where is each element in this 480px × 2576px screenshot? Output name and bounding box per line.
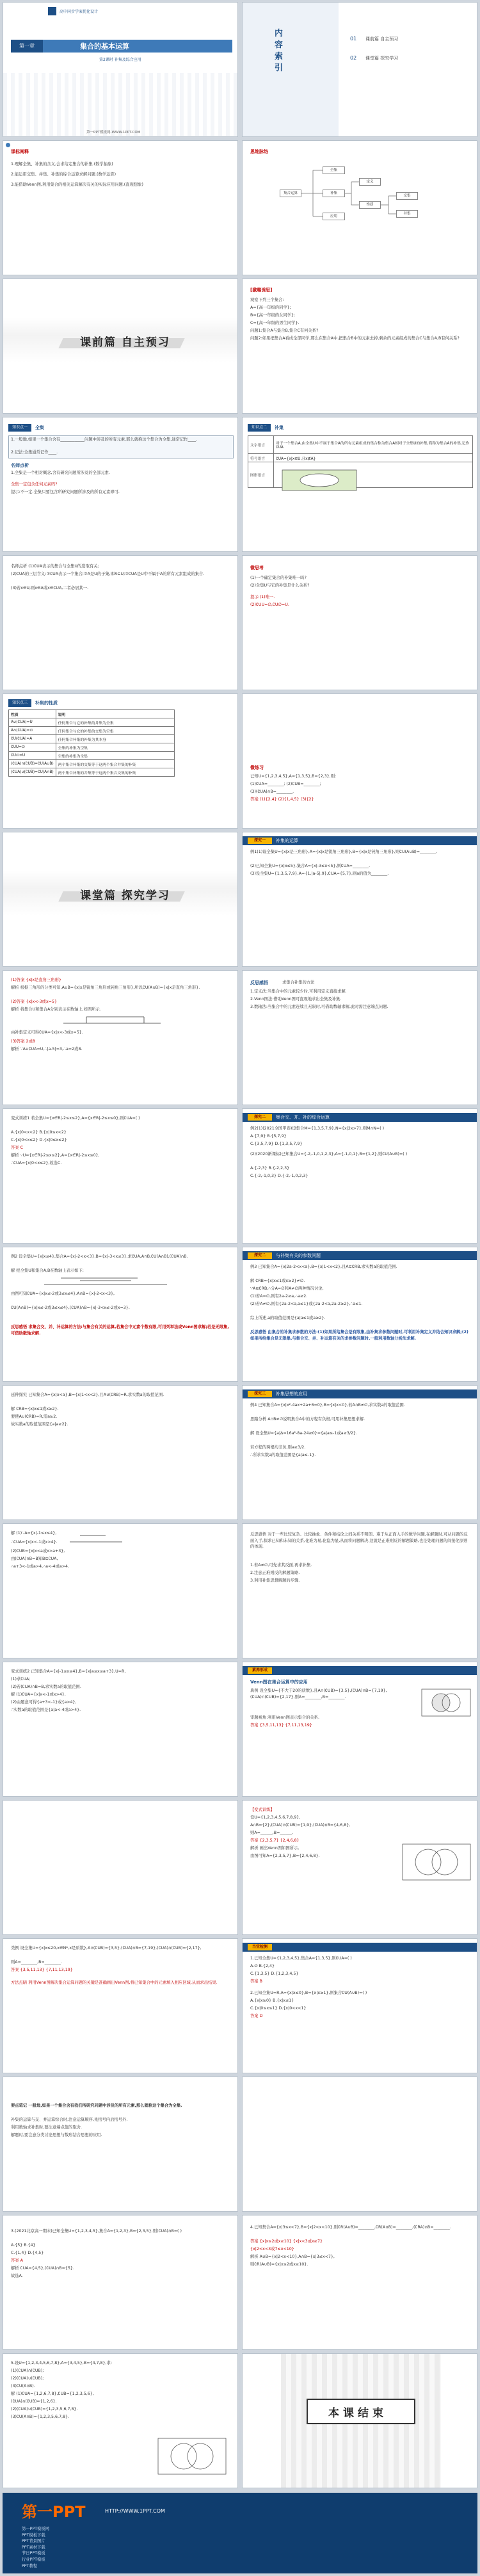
variant-line: 变式训练2 已知集合A={x|-1≤x≤4},B={x|a≤x≤a+3},U=R, [11, 1669, 126, 1674]
think-label: 名师点析 [11, 463, 29, 468]
slide-check-5 [3, 2353, 238, 2488]
reflection-line: 3.数轴法:当集合中的元素连续且无限时,可借助数轴求解,此时需注意端点问题. [250, 1005, 388, 1009]
solution-line: (2)(∁UA)∪(∁UB)={1,2,3,5,6,7,8}. [11, 2407, 78, 2411]
section-title: 课标阐释 [11, 149, 29, 154]
knowledge-tag: 知识点三 [8, 699, 31, 707]
section-heading: 课前篇 自主预习 [80, 336, 170, 349]
reflection-text: 反思感悟 对于一些比较复杂、比较抽象、条件和结论之间关系不明朗、难于从正面入手的数学问题,在解题时,可从问题的反面入手,探求已知和未知的关系,化难为易,化隐为显,从而将问题解决.这就是正难则反的解题策略,也是处理问题的间接化原则的体现. [250, 1532, 468, 1550]
variant-line: ∴∁UA={x|0<x≤2},故选C. [11, 1161, 62, 1165]
knowledge-sub: 补集的性质 [35, 701, 58, 706]
footer-link[interactable]: 第一PPT模板网 [22, 2527, 49, 2531]
question-explain: 则∁R(A∪B)={x|x≤2或x≥10}. [250, 2262, 308, 2267]
question-answer: 答案 B [250, 1979, 262, 1984]
question-line: (2)(∁UA)∪(∁UB); [11, 2376, 44, 2381]
table-cell: 两个集合补集的并集等于这两个集合交集的补集 [56, 768, 174, 777]
question-option: A.∅ B.{2,4} [250, 1964, 275, 1968]
solution-line: 由补集定义可得∁UA={x|x<-3或x=5}. [11, 1030, 83, 1035]
node-set-ops: 集合运算 [280, 190, 301, 197]
properties-table [8, 709, 175, 777]
example-line: (2)(2020新课标)已知集合U={-2,-1,0,1,2,3},A={-1,0,1},B={1,2},则∁U(A∪B)=( ) [250, 1152, 408, 1156]
knowledge-sub: 全集 [35, 425, 44, 430]
example-line: (2)已知全集U={x|x≤5},集合A={x|-3≤x<5},则∁UA=________. [250, 864, 371, 868]
slide-section-preview [3, 279, 238, 414]
slide-cover [3, 2, 238, 137]
variant-line: 解析 ∵U={x∈R|-2≤x≤2},A={x∈R|-2≤x≤0}, [11, 1153, 100, 1158]
question-option: A.{x|x≥0} B.{x|x≤1} [250, 1998, 294, 2003]
question-answer: 答案 D [250, 2014, 263, 2018]
extension-line: 延伸探究 已知集合A={x|x<a},B={x|1<x<2},且A∪(∁RB)=R,求实数a的取值范围. [11, 1393, 164, 1397]
intro-question: 问题1:集合A与集合B,集合C有何关系? [250, 328, 319, 333]
toc-item-2-num[interactable]: 02 [350, 55, 357, 61]
footer-link[interactable]: PPT教程 [22, 2563, 38, 2568]
method-note: 方法点睛 利用Venn图解决集合运算问题的关键是准确画出Venn图,将已知集合中的元素填入相应区域,从而求出结果. [11, 1981, 218, 1985]
solution-line: ∴实数a的取值范围是{a|a<-4或a>4}. [11, 1708, 81, 1712]
table-cell: 任何集合与它的补集的并集为全集 [56, 718, 174, 727]
node-application: 应用 [323, 213, 345, 220]
question-explain: 故选A. [11, 2274, 23, 2278]
number-line-diagram [42, 1276, 170, 1288]
slide-toc [242, 2, 477, 137]
footer-logo: 第一PPT [22, 2503, 86, 2521]
solution-line: 解 设全集U={a|Δ=16a²-8a-24≥0}={a|a≤-1或a≥3/2}. [250, 1431, 357, 1436]
example-option: A.{7,9} B.{5,7,9} [250, 1134, 287, 1138]
note-line: 名师点析 (1)∁UA表示的集合与全集U的选取有关; [11, 564, 99, 569]
brand-text: 高中同步学案优化设计 [60, 10, 99, 14]
explore-sub: 补集思想的应用 [276, 1391, 307, 1397]
logo-icon [48, 7, 56, 15]
table-cell: 两个集合补集的交集等于这两个集合并集的补集 [56, 760, 174, 768]
table-cell: 文字语言 [248, 436, 274, 454]
table-cell: (∁UA)∩(∁UB)=∁U(A∪B) [9, 760, 56, 768]
table-cell: 空集的补集为全集 [56, 752, 174, 760]
intro-question: 问题2:如果把集合A看成全部同学,那么在集合A中,把集合B中的元素去掉,剩余的元素组成的集合C与集合A,B有何关系? [250, 336, 460, 341]
footer-link[interactable]: PPT背景图片 [22, 2539, 45, 2544]
rule-line: 3.利用补集思想解题的步骤. [250, 1578, 300, 1583]
literacy-sub: Venn图在集合运算中的应用 [250, 1680, 308, 1685]
extension-line: 故实数a的取值范围是{a|a≥2}. [11, 1422, 68, 1427]
question-line: 1.已知全集U={1,2,3,4,5},集合A={1,3,5},则∁UA=( ) [250, 1956, 352, 1961]
toc-item-2[interactable]: 课堂篇 探究学习 [365, 56, 399, 61]
intro-line: C={高一年级的男生同学}. [250, 321, 300, 325]
question-option: C.{1,4} D.{4,5} [11, 2251, 44, 2255]
slide-complement-properties [3, 693, 238, 829]
slide-typical [3, 1938, 238, 2073]
table-cell: A∪(∁UA)=U [9, 718, 56, 727]
example-line: (3)设全集U={1,3,5,7,9},A={1,|a-5|,9},∁UA={5,7},则a的值为________. [250, 871, 389, 876]
question-line: 3.(2021北京高一期末)已知全集U={1,2,3,4,5},集合A={1,2,3},B={2,3,5},则(∁UA)∩B=( ) [11, 2229, 182, 2233]
page-subtitle: 第2课时 补集及综合应用 [99, 58, 141, 62]
solution-line: 解 (1)∁UA={x|x<-1或x>4}. [11, 1692, 66, 1697]
solution-line: 解 (1)∵A={x|-1≤x≤4}, [11, 1531, 57, 1535]
toc-item-1[interactable]: 课前篇 自主预习 [365, 36, 399, 42]
question-line: 2.已知全集U=R,A={x|x≤0},B={x|x≥1},则集合∁U(A∪B)=( ) [250, 1991, 367, 1995]
page-title: 集合的基本运算 [80, 42, 129, 51]
venn-diagram [157, 2437, 227, 2475]
reflection-text: 反思感悟 求集合交、并、补运算的方法:与集合有关的运算,若集合中元素个数有限,可用列举法或Venn图求解;若是无限集,可借助数轴求解. [11, 1325, 229, 1336]
slide-section-explore [3, 832, 238, 967]
slide-reflection-2 [242, 1523, 477, 1658]
slide-complement [242, 417, 477, 552]
table-cell: ∁UU=∅ [9, 743, 56, 752]
reflection-title: 反思感悟 [250, 980, 268, 985]
solution-line: (1)若A=∅,则有2a-2≥a,∴a≥2. [250, 1294, 308, 1299]
slide-complement-notes [3, 555, 238, 690]
slide-end [242, 2353, 477, 2488]
toc-heading: 内容索引 [275, 29, 284, 73]
section-heading: 课堂篇 探究学习 [80, 889, 170, 902]
explore-sub: 补集的运算 [276, 838, 298, 843]
solution-line: ∵A⊆∁RB,∴分A=∅和A≠∅两种情况讨论. [250, 1286, 324, 1291]
analysis-line: 思路分析 A∩B≠∅说明集合A中的方程有负根,可用补集思想求解. [250, 1417, 365, 1422]
solution-line: 解析 ∵A∪∁UA=U,∴|a-5|=3,∴a=2或8. [11, 1047, 83, 1051]
slide-literacy [242, 1662, 477, 1797]
note-line: 补集的运算与交、并运算综合时,注意运算顺序,先括号内后括号外. [11, 2118, 128, 2122]
example-line: 例1(1)设全集U={x|x是三角形},A={x|x是锐角三角形},B={x|x是钝角三角形},则∁U(A∪B)=________. [250, 850, 438, 854]
example-option: A.{-2,3} B.{-2,2,3} [250, 1166, 290, 1171]
solution-line: 若方程的两根均非负,则a≥3/2. [250, 1445, 306, 1450]
solution-line: (∁UA)∩(∁UB)={1,2,6}. [11, 2399, 57, 2404]
example-answer: 答案 {3,5,11,13} {7,11,13,19} [11, 1968, 73, 1972]
check-tag: 当堂检测 [248, 1944, 272, 1950]
node-property: 性质 [359, 201, 381, 209]
intro-line: 观察下列三个集合: [250, 298, 284, 302]
answer-text: 提示:不一定.全集只要包含所研究问题所涉及的所有元素即可. [11, 490, 120, 494]
slide-explore-4 [242, 1385, 477, 1520]
literacy-answer: 答案 {3,5,11,13} {7,11,13,19} [250, 1723, 312, 1728]
extension-line: 要使A∪(∁RB)=R,需a≥2. [11, 1414, 58, 1419]
footer-link[interactable]: PPT素材下载 [22, 2545, 45, 2550]
slide-check-1 [242, 1938, 477, 2073]
complement-venn [281, 469, 358, 492]
table-cell: 符号语言 [248, 454, 274, 462]
footer-link[interactable]: 行业PPT模板 [22, 2557, 45, 2562]
slide-notes [3, 2077, 238, 2212]
solution-line: (2)若A≠∅,则有{2a-2<a,a≤1}或{2a-2<a,2a-2≥2},∴a≤1. [250, 1302, 363, 1306]
chapter-badge: 第一章 [11, 40, 43, 53]
example-line: 例2(1)(2021全国甲卷)设集合M={1,3,5,7,9},N={x|2x>7},则M∩N=( ) [250, 1126, 385, 1131]
think-question: (1)一个确定集合的补集唯一吗? [250, 576, 307, 580]
intro-line: B={高一年级的女同学}; [250, 313, 296, 318]
solution-line: 由(∁UA)∩B=B知B⊆∁UA, [11, 1557, 58, 1561]
objective-3: 3.能借助Venn图,利用集合的相关运算解决有关的实际应用问题.(直观想象) [11, 182, 143, 187]
variant-option: A.{x|0<x<2} B.{x|0≤x<2} [11, 1130, 67, 1135]
slide-blank [3, 1800, 238, 1935]
reflection-sub: 求集合补集的方法 [282, 980, 315, 985]
variant-line: 解析 画出Venn图如图所示, [250, 1846, 300, 1851]
footer-url[interactable]: HTTP://WWW.1PPT.COM [105, 2508, 165, 2514]
table-cell: A∩(∁UA)=∅ [9, 727, 56, 735]
note-line: 要点笔记 一般地,如果一个集合含有我们所研究问题中涉及的所有元素,那么就称这个集合为全集. [11, 2103, 182, 2108]
slide-variant-2 [3, 1662, 238, 1797]
slide-check-3 [3, 2215, 238, 2350]
reflection-text: 反思感悟 由集合的补集求参数的方法:(1)如果所给集合是有限集,由补集求参数问题时,可利用补集定义并结合知识求解;(2)如果所给集合是无限集,与集合交、并、补运算有关的求参数问题时,一般利用数轴分析法求解. [250, 1330, 468, 1341]
solution-line: (2)由题意可得{a+3<-1}或{a>4}, [11, 1700, 77, 1705]
solution-line: 解 (1)∁UA={1,2,6,7,8},∁UB={1,2,3,5,6}, [11, 2392, 94, 2396]
extension-line: 解 ∁RB={x|x≤1或x≥2}. [11, 1407, 59, 1411]
knowledge-sub: 补集 [275, 425, 284, 430]
objective-2: 2.能运用交集、并集、补集的综合运算求解问题.(数学运算) [11, 172, 116, 177]
variant-line: (2)若(∁UA)∩B=B,求实数a的取值范围. [11, 1685, 81, 1689]
table-cell: 任何集合与它的补集的交集为空集 [56, 727, 174, 735]
practice-line: (1)∁UA=________; (2)∁UB=________; [250, 782, 321, 786]
question-text: 全集一定包含任何元素吗? [11, 482, 58, 487]
answer-line: (2)答案 {x|x<-3或x=5} [11, 1000, 57, 1004]
rule-line: 1.若A≠∅,可先求其反面,再求补集. [250, 1563, 312, 1567]
example-line: 由图可知∁UA={x|x≤-2或3≤x≤4},A∩B={x|-2<x<3}, [11, 1292, 115, 1296]
table-cell: 图形语言 [248, 462, 274, 488]
solution-line: ∴a+3<-1或a>4,∴a<-4或a>4. [11, 1564, 70, 1569]
intro-line: A={高一年级的同学}; [250, 305, 291, 310]
solution-line: 综上所述,a的取值范围是{a|a≤1或a≥2}. [250, 1316, 326, 1320]
variant-line: 变式训练1 若全集U={x∈R|-2≤x≤2},A={x∈R|-2≤x≤0},则∁UA=( ) [11, 1116, 140, 1121]
node-definition: 定义 [359, 178, 381, 186]
solution-line: 解 ∁RB={x|x≤1或x≥2}≠∅. [250, 1279, 305, 1283]
variant-line: 则A=______,B=______. [250, 1831, 294, 1835]
question-option: A.{5} B.{4} [11, 2243, 36, 2248]
knowledge-tag: 知识点二 [248, 424, 271, 432]
variant-answer: 答案 {2,3,5,7} {2,4,6,8} [250, 1838, 300, 1843]
explore-tag: 探究二 [248, 1252, 272, 1259]
literacy-line: 典例 设全集U={不大于20的质数},且A∩(∁UB)={3,5},(∁UA)∩B={7,19},(∁UA)∩(∁UB)={2,17},则A=________,B=________. [250, 1689, 387, 1699]
example-line: 例4 已知集合A={x|x²-4ax+2a+6=0},B={x|x<0},若A∩B≠∅,求实数a的取值范围. [250, 1403, 405, 1407]
answer-line: (1)答案 {x|x是直角三角形} [11, 978, 61, 982]
question-answer: 答案 A [11, 2258, 23, 2263]
table-header: 说明 [56, 710, 174, 718]
table-cell: 任何集合补集的补集为其本身 [56, 735, 174, 743]
venn-diagram [401, 1843, 472, 1881]
example-line: 例3 已知集合A={x|2a-2<x<a},B={x|1<x<2},且A⊆∁RB,求实数a的取值范围. [250, 1265, 397, 1269]
solution-line: (3)∁U(A∩B)={1,2,3,5,6,7,8}. [11, 2415, 70, 2419]
explore-tag: 探究二 [248, 1114, 272, 1121]
example-line: 例2 设全集U={x|x≤4},集合A={x|-2<x<3},B={x|-3<x≤3},求∁UA,A∩B,∁U(A∩B),(∁UA)∩B. [11, 1254, 188, 1259]
question-line: 4.已知集合A={x|3≤x<7},B={x|2<x<10},则∁R(A∪B)=________,∁R(A∩B)=________,(∁RA)∩B=________. [250, 2225, 451, 2230]
node-intersection: 交集 [396, 192, 418, 200]
slide-variant-1 [3, 1108, 238, 1243]
question-line: 5.设U={1,2,3,4,5,6,7,8},A={3,4,5},B={4,7,8},求: [11, 2361, 112, 2365]
slide-universal-set [3, 417, 238, 552]
solution-line: 解析 将集合U和集合A分别表示在数轴上,如图所示. [11, 1007, 101, 1012]
slide-variant-venn [242, 1800, 477, 1935]
solution-line: ∴∁UA={x|x<-1或x>4}. [11, 1540, 58, 1544]
note-line: (3)若x∈U,则x∈A或x∈∁UA,二者必居其一. [11, 586, 89, 590]
practice-answer: 答案:(1){2,4} (2){1,4,5} (3){2} [250, 797, 314, 802]
slide-explore-3 [242, 1247, 477, 1382]
question-explain: 解析 A∪B={x|2<x<10},A∩B={x|3≤x<7}, [250, 2255, 335, 2259]
solution-line: 解析 根据三角形的分类可知,A∪B={x|x是锐角三角形或钝角三角形},所以∁U(A∪B)={x|x是直角三角形}. [11, 985, 200, 990]
explore-sub: 集合交、并、补的综合运算 [276, 1115, 330, 1120]
node-universal: 全集 [323, 166, 345, 174]
slide-example-2 [3, 1247, 238, 1382]
variant-line: (1)求∁UA; [11, 1677, 31, 1681]
objective-1: 1.理解全集、补集的含义,会求给定集合的补集.(数学抽象) [11, 162, 113, 166]
table-cell: 全集的补集为空集 [56, 743, 174, 752]
slide-intro [242, 279, 477, 414]
question-answer: 答案 {x|x≤2或x≥10} {x|x<3或x≥7} [250, 2239, 323, 2244]
question-line: (1)(∁UA)∩(∁UB); [11, 2369, 44, 2373]
slide-check-2 [242, 2077, 477, 2212]
note-line: 解题时,要注意分类讨论思想与数形结合思想的应用. [11, 2133, 102, 2137]
rule-line: 2.注意正难则反的解题策略. [250, 1571, 300, 1575]
number-line-diagram [61, 1014, 163, 1027]
practice-title: 微练习 [250, 765, 264, 770]
literacy-line: 审题视角:利用Venn图表示集合的关系. [250, 1715, 319, 1720]
solution-line: ∴所求实数a的取值范围是{a|a≤-1}. [250, 1453, 316, 1457]
literacy-tag: 素养形成 [248, 1667, 272, 1674]
note-line: (2)∁UA的三层含义:①∁UA表示一个集合;②A是U的子集,即A⊆U;③∁UA是U中不属于A的所有元素组成的集合. [11, 572, 205, 576]
think-question: (2)全集U与它的补集是什么关系? [250, 583, 310, 588]
example-line: 则A=________,B=________. [11, 1960, 62, 1964]
think-answer: (2)∁UU=∅,∁U∅=U. [250, 603, 289, 607]
think-answer: 提示:(1)唯一. [250, 595, 275, 599]
node-union: 并集 [396, 210, 418, 218]
reflection-line: 2.Venn图法:借助Venn图可直观地求出全集及补集. [250, 997, 342, 1001]
note-text: 1.全集是一个相对概念,含有研究问题所涉及的全部元素. [11, 471, 110, 475]
table-cell: 对于一个集合A,由全集U中不属于集合A的所有元素组成的集合称为集合A相对于全集U的补集,简称为集合A的补集,记作∁UA [274, 436, 473, 454]
slide-check-4 [242, 2215, 477, 2350]
intro-tag: [激趣诱思] [250, 288, 273, 293]
slide-solution-1 [3, 970, 238, 1105]
variant-answer: 答案 C [11, 1146, 23, 1150]
variant-line: A∩B={2},(∁UA)∩(∁UB)={1,9},(∁UA)∩B={4,6,8}, [250, 1823, 351, 1827]
table-header: 性质 [9, 710, 56, 718]
note-line: 利用数轴求补集时,要注意端点值的取舍. [11, 2125, 83, 2130]
slide-think [242, 555, 477, 690]
slide-explore-1 [242, 832, 477, 967]
variant-line: 由图可知A={2,3,5,7},B={2,4,6,8}. [250, 1854, 320, 1858]
slide-extension [3, 1385, 238, 1520]
knowledge-tag: 知识点一 [8, 424, 31, 432]
example-option: C.{3,5,7,9} D.{1,3,5,7,9} [250, 1142, 303, 1146]
slide-mindmap [242, 140, 477, 275]
footer-link[interactable]: 节日PPT模板 [22, 2551, 45, 2556]
slide-reflection-1 [242, 970, 477, 1105]
slide-practice [242, 693, 477, 829]
example-line: ∁U(A∩B)={x|x≤-2或3≤x≤4},(∁UA)∩B={x|-3<x≤-2或x=3}. [11, 1306, 130, 1310]
example-option: C.{-2,-1,0,3} D.{-2,-1,0,2,3} [250, 1174, 308, 1178]
answer-line: (3)答案 2或8 [11, 1039, 35, 1044]
question-option: C.{1,3,5} D.{1,2,3,4,5} [250, 1972, 299, 1976]
question-explain: 解析 ∁UA={4,5},(∁UA)∩B={5}. [11, 2266, 74, 2271]
think-label: 微思考 [250, 565, 264, 571]
variant-line: 设U={1,2,3,4,5,6,7,8,9}, [250, 1815, 301, 1820]
variant-option: C.{x|0<x≤2} D.{x|0≤x≤2} [11, 1138, 67, 1142]
question-answer: {x|2<x<3或7≤x<10} [250, 2247, 294, 2251]
explore-tag: 探究三 [248, 1391, 272, 1397]
question-option: C.{x|0≤x≤1} D.{x|0<x<1} [250, 2006, 307, 2011]
explore-sub: 与补集有关的参数问题 [276, 1253, 321, 1258]
definition-text: 1.一般地,如果一个集合含有____________问题中涉及的所有元素,那么就称这个集合为全集,通常记作____. [11, 437, 198, 442]
explore-tag: 探究一 [248, 838, 272, 844]
footer [3, 2493, 477, 2573]
example-line: 解 把全集U和集合A,B在数轴上表示如下: [11, 1268, 84, 1273]
table-cell: ∁U∅=U [9, 752, 56, 760]
practice-line: 已知U={1,2,3,4,5},A={1,3,5},B={2,3},则: [250, 774, 337, 779]
node-complement: 补集 [323, 190, 345, 197]
table-cell: (∁UA)∪(∁UB)=∁U(A∩B) [9, 768, 56, 777]
example-line: 类例 设全集U={x|x≤20,x∈N*,x是质数},A∩(∁UB)={3,5},(∁UA)∩B={7,19},(∁UA)∩(∁UB)={2,17}, [11, 1946, 202, 1950]
slide-objectives [3, 140, 238, 275]
solution-line: (2)∁UB={x|x<a或x>a+3}, [11, 1549, 65, 1553]
reflection-line: 1.定义法:当集合中的元素较少时,可利用定义直接求解. [250, 989, 347, 994]
table-cell: ∁U(∁UA)=A [9, 735, 56, 743]
practice-line: (3)(∁UA)∩B=________. [250, 790, 294, 794]
mind-title: 思维脉络 [250, 149, 268, 154]
footer-link[interactable]: PPT模板下载 [22, 2532, 45, 2538]
end-title: 本课结束 [328, 2407, 387, 2420]
notation-text: 2.记法:全集通常记作____. [11, 450, 58, 455]
table-cell: ∁UA={x|x∈U,且x∉A} [274, 454, 473, 462]
site-url: 第一PPT模板网-WWW.1PPT.COM [86, 131, 141, 134]
toc-item-1-num[interactable]: 01 [350, 36, 357, 42]
variant-title: 【变式训练】 [250, 1808, 275, 1812]
slide-explore-2 [242, 1108, 477, 1243]
slide-solution-numberline [3, 1523, 238, 1658]
question-line: (3)∁U(A∩B). [11, 2384, 35, 2388]
venn-diagram [420, 1688, 472, 1717]
